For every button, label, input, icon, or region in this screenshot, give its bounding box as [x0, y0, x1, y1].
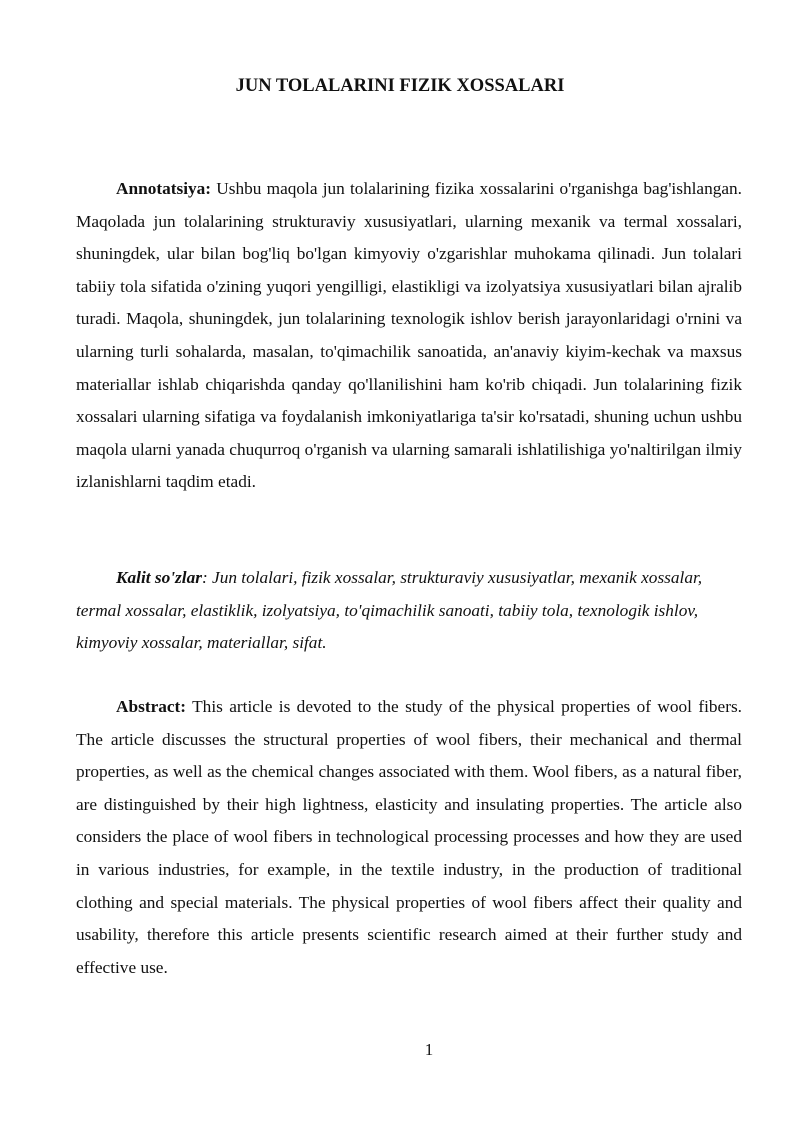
keywords-text: : Jun tolalari, fizik xossalar, strukturaviy xususiyatlar, mexanik xossalar, termal xossalar, elastiklik, izolyatsiya, to'qimachilik sanoati, tabiiy tola, texnologik ishlov, kimyoviy xossalar, materiallar, sifat.: [76, 568, 703, 653]
keywords-label: Kalit so'zlar: [116, 568, 202, 587]
page-number: 1: [424, 1040, 434, 1059]
annotation-label: Annotatsiya:: [116, 179, 212, 198]
abstract-text: This article is devoted to the study of the physical properties of wool fibers. The article discusses the structural properties of wool fibers, their mechanical and thermal properties, as well as the chemical changes associated with them. Wool fibers, as a natural fiber, are distinguished by their high lightness, elasticity and insulating properties. The article also considers the place of wool fibers in technological processing processes and how they are used in various industries, for example, in the textile industry, in the production of traditional clothing and special materials. The physical properties of wool fibers affect their quality and usability, therefore this article presents scientific research aimed at their further study and effective use.: [76, 697, 742, 977]
abstract-paragraph: [76, 691, 742, 984]
document-title: JUN TOLALARINI FIZIK XOSSALARI: [235, 76, 565, 96]
annotation-text: Ushbu maqola jun tolalarining fizika xossalarini o'rganishga bag'ishlangan. Maqolada jun tolalarining strukturaviy xususiyatlari, ularning mexanik va termal xossalari, shuningdek, ular bilan bog'liq bo'lgan kimyoviy o'zgarishlar muhokama qilinadi. Jun tolalari tabiiy tola sifatida o'zining yuqori yengilligi, elastikligi va izolyatsiya xususiyatlari bilan ajralib turadi. Maqola, shuningdek, jun tolalarining texnologik ishlov berish jarayonlaridagi o'rnini va ularning turli sohalarda, masalan, to'qimachilik sanoatida, an'anaviy kiyim-kechak va maxsus materiallar ishlab chiqarishda qanday qo'llanilishini ham ko'rib chiqadi. Jun tolalarining fizik xossalari ularning sifatiga va foydalanish imkoniyatlariga ta'sir ko'rsatadi, shuning uchun ushbu maqola ularni yanada chuqurroq o'rganish va ularning samarali ishlatilishiga yo'naltirilgan ilmiy izlanishlarni taqdim etadi.: [76, 179, 742, 492]
keywords-paragraph: [76, 562, 742, 660]
abstract-label: Abstract:: [116, 697, 187, 716]
annotation-paragraph: [76, 173, 742, 499]
